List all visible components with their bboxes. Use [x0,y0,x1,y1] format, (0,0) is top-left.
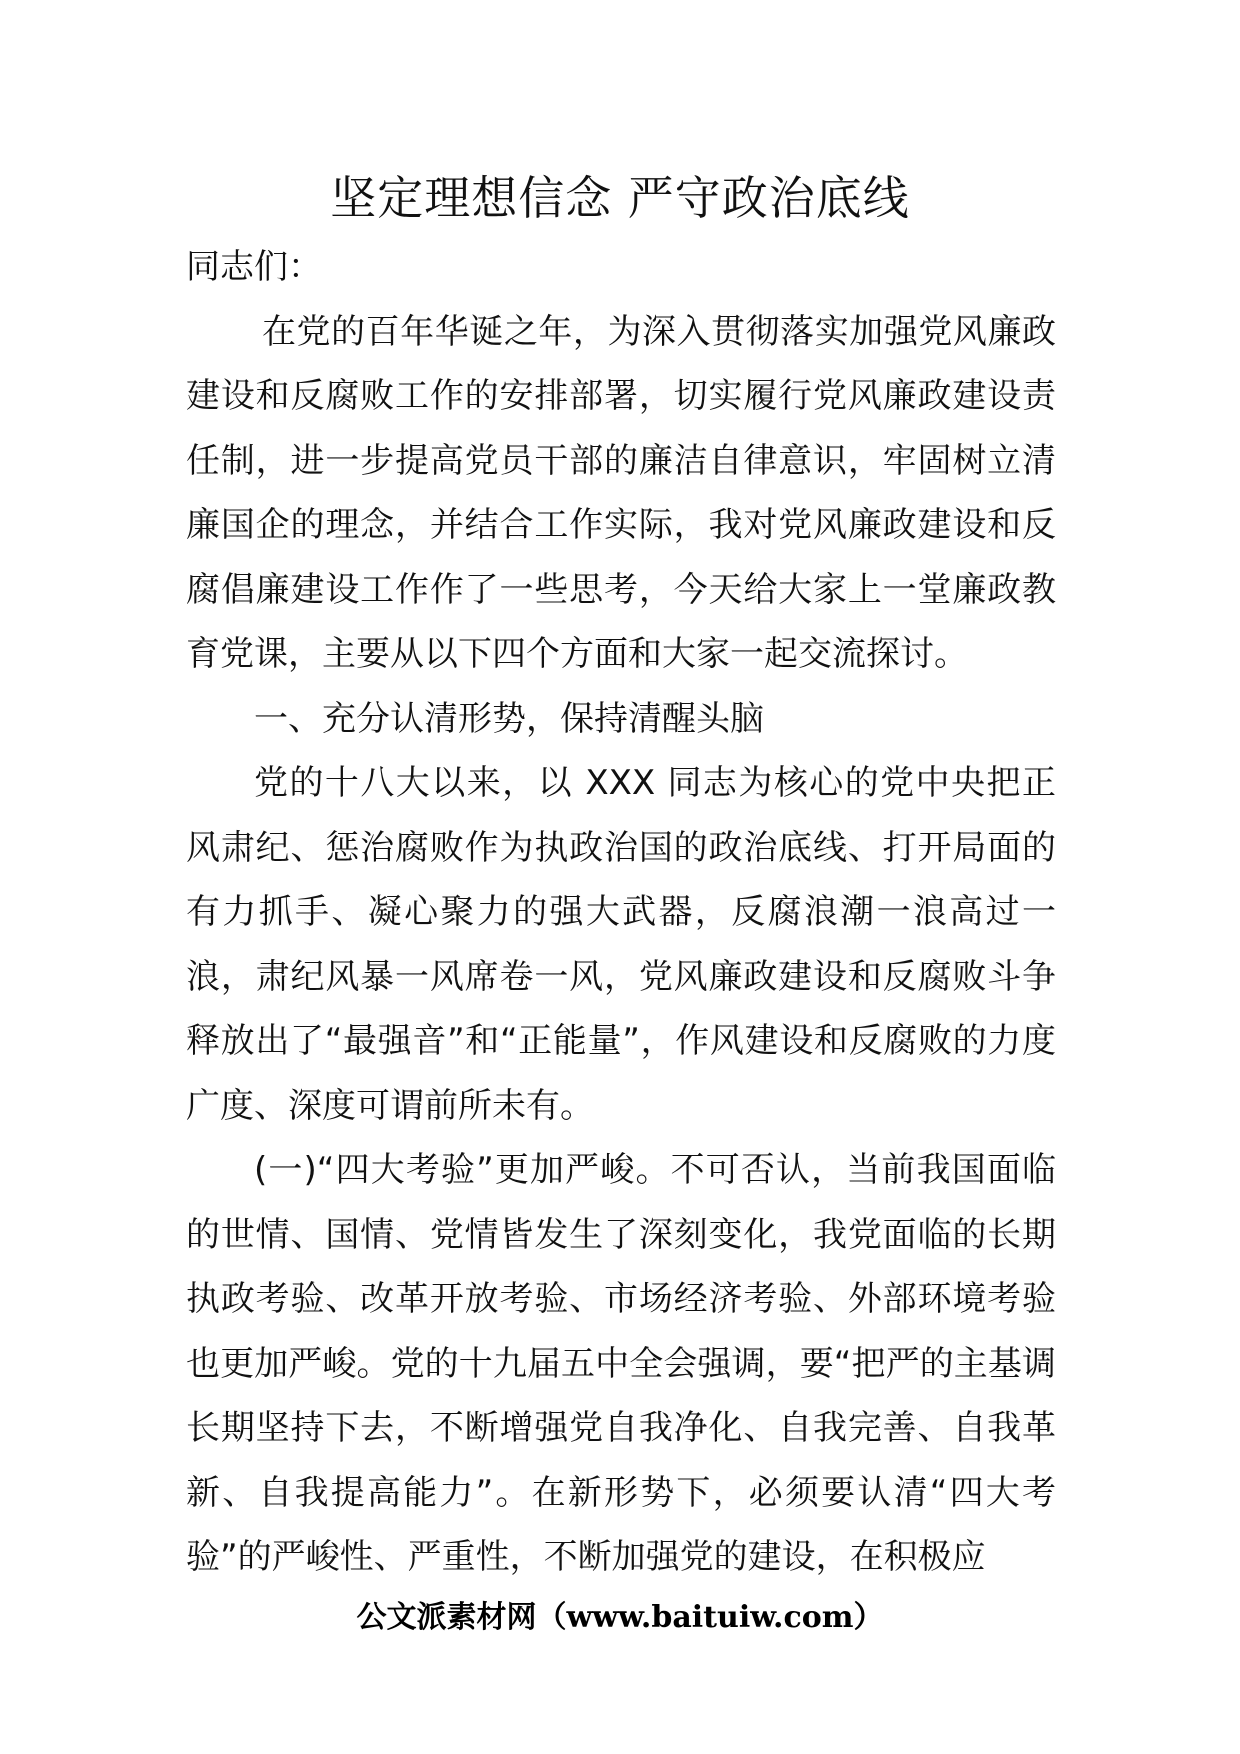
paragraph-intro: 在党的百年华诞之年，为深入贯彻落实加强党风廉政建设和反腐败工作的安排部署，切实履行党风廉政建设责任制，进一步提高党员干部的廉洁自律意识，牢固树立清廉国企的理念，并结合工作实际，我对党风廉政建设和反腐倡廉建设工作作了一些思考，今天给大家上一堂廉政教育党课，主要从以下四个方面和大家一起交流探讨。 [186,311,1056,674]
footer-watermark: 公文派素材网（www.baituiw.com） [356,1600,884,1635]
paragraph-situation: 党的十八大以来，以 XXX 同志为核心的党中央把正风肃纪、惩治腐败作为执政治国的政治底线、打开局面的有力抓手、凝心聚力的强大武器，反腐浪潮一浪高过一浪，肃纪风暴一风席卷一风，党风廉政建设和反腐败斗争释放出了“最强音”和“正能量”，作风建设和反腐败的力度广度、深度可谓前所未有。 [186,763,1056,1126]
paragraph-four-tests: (一)“四大考验”更加严峻。不可否认，当前我国面临的世情、国情、党情皆发生了深刻变化，我党面临的长期执政考验、改革开放考验、市场经济考验、外部环境考验也更加严峻。党的十九届五中全会强调，要“把严的主基调长期坚持下去，不断增强党自我净化、自我完善、自我革新、自我提高能力”。在新形势下，必须要认清“四大考验”的严峻性、严重性，不断加强党的建设，在积极应 [186,1150,1056,1577]
section-heading-1: 一、充分认清形势，保持清醒头脑 [254,698,764,739]
salutation: 同志们： [186,247,322,287]
document-body [186,235,1056,1590]
document-title: 坚定理想信念 严守政治底线 [330,171,910,225]
